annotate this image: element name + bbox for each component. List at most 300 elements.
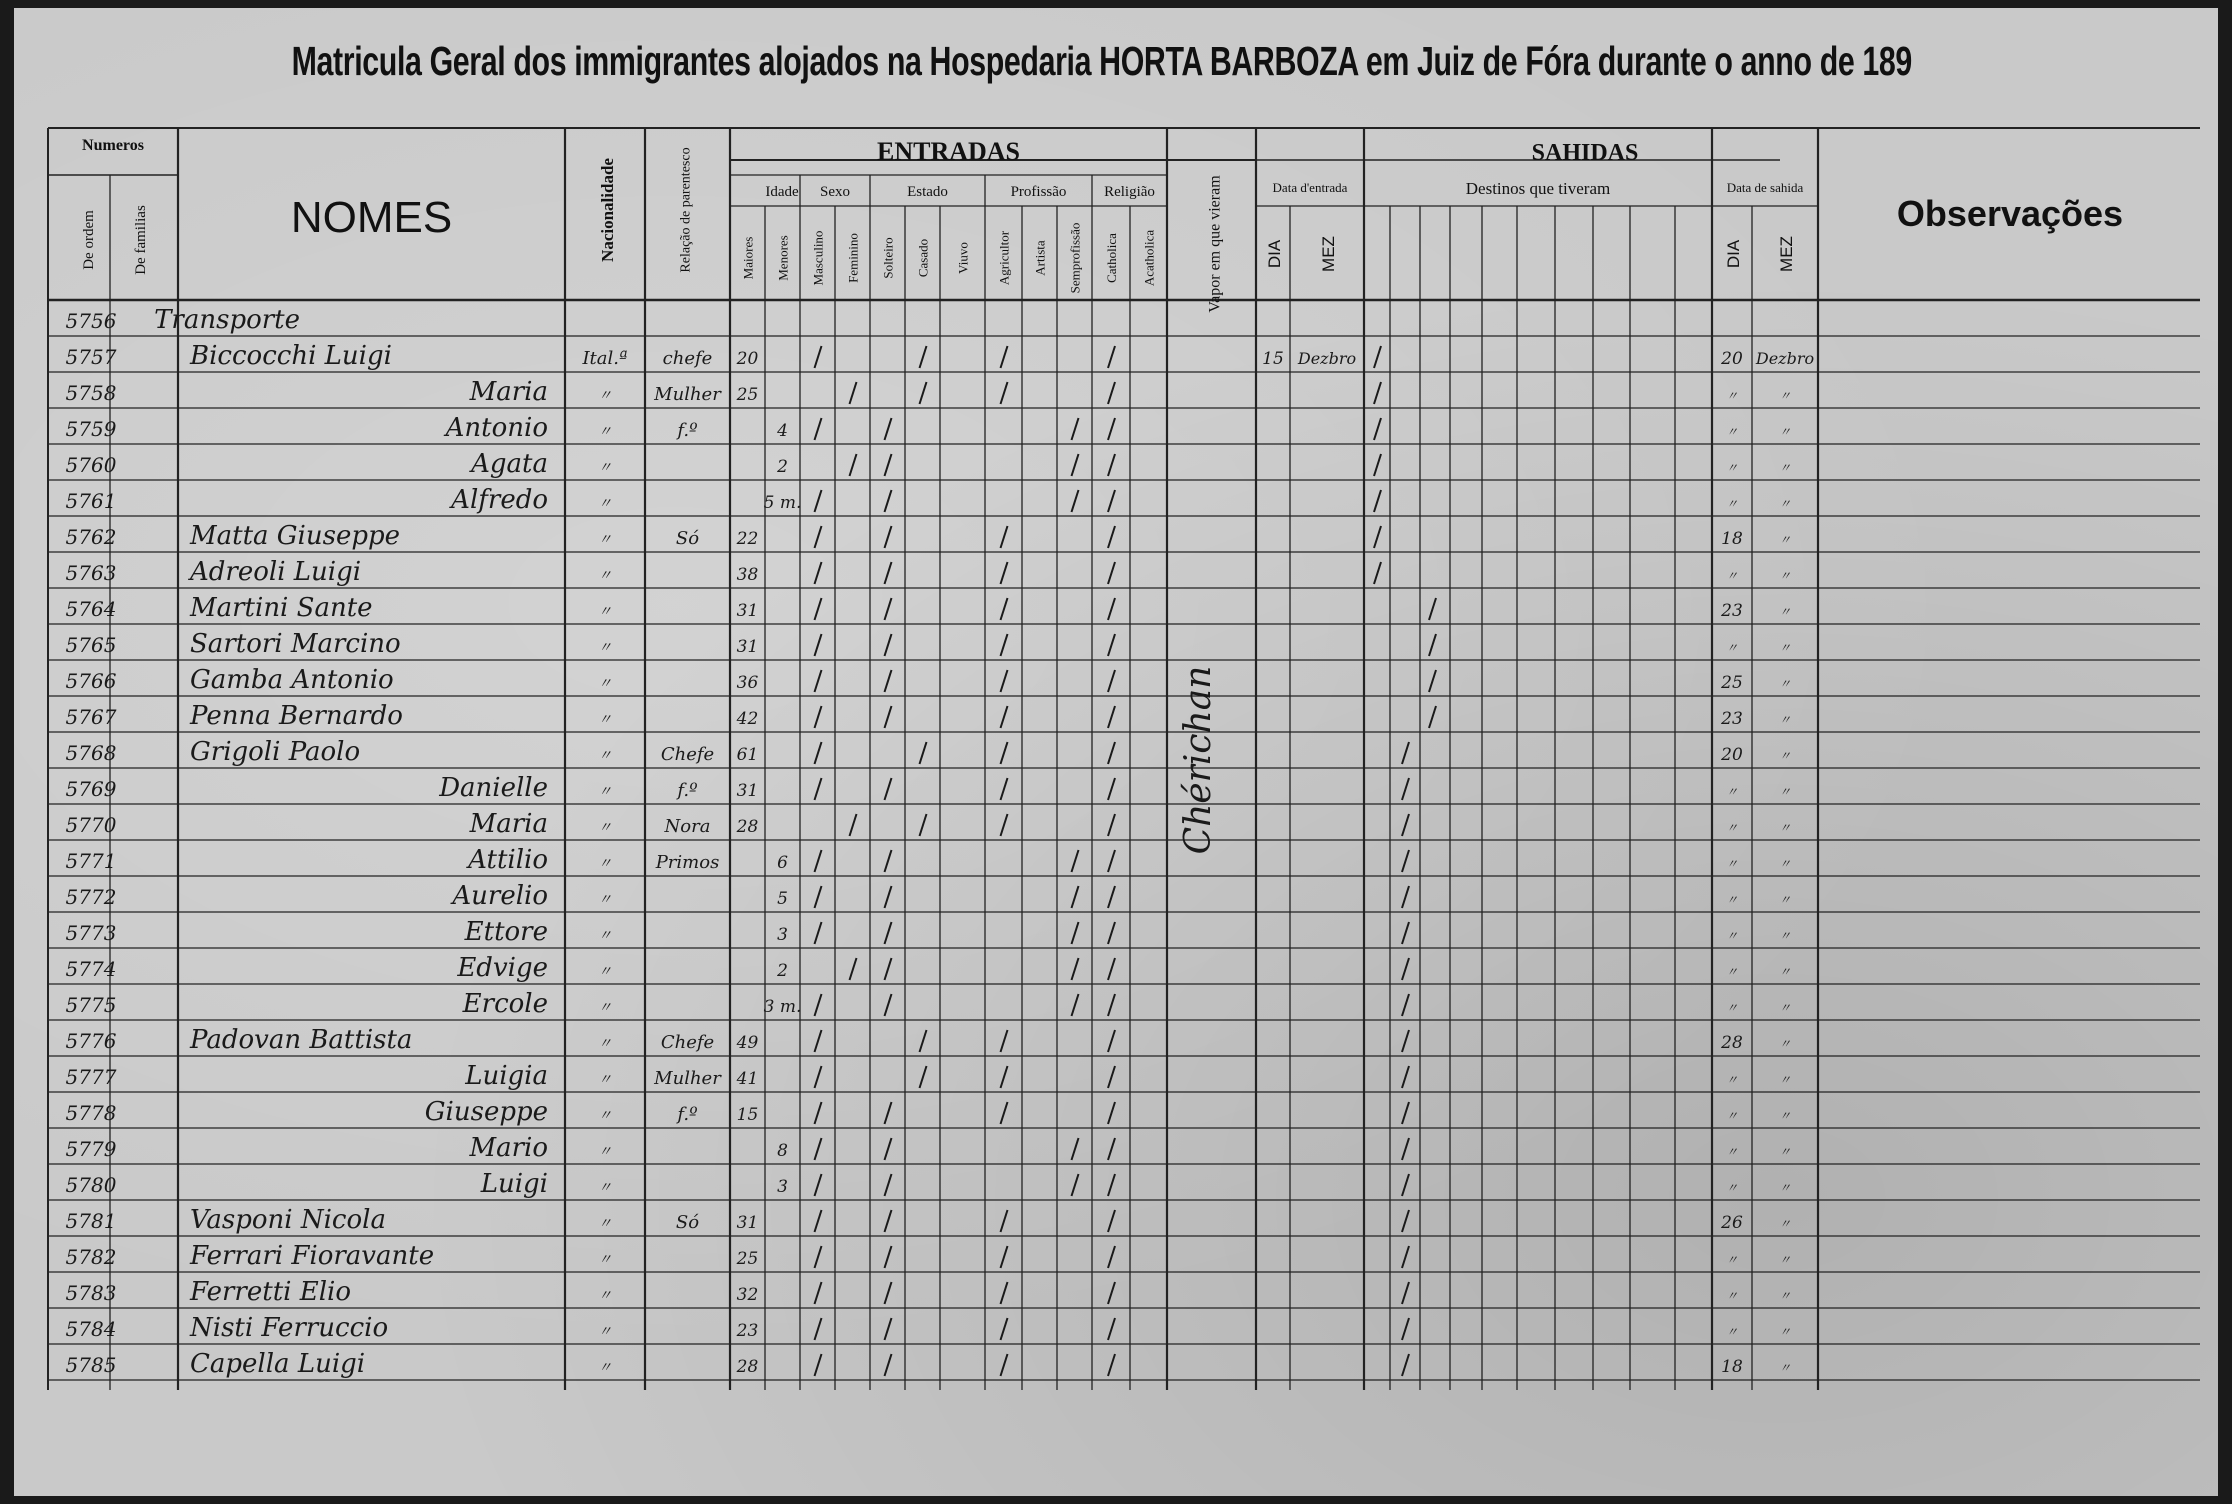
- row-ordem: 5770: [65, 813, 117, 837]
- tally-mark: [1072, 418, 1079, 440]
- row-dia-sahida-ditto: 〃: [1725, 497, 1739, 511]
- row-ordem: 5771: [65, 849, 117, 873]
- row-dia-sahida-ditto: 〃: [1725, 425, 1739, 439]
- dia-sahida-header: DIA: [1724, 239, 1743, 269]
- row-menores: 4: [777, 421, 788, 441]
- tally-mark: [1001, 742, 1008, 764]
- tally-mark: [1108, 418, 1115, 440]
- tally-mark: [1108, 562, 1115, 584]
- tally-mark: [1108, 1210, 1115, 1232]
- tally-mark: [1001, 1354, 1008, 1376]
- row-relacao: f.º: [677, 420, 698, 441]
- tally-mark: [815, 706, 822, 728]
- row-mez-sahida-ditto: 〃: [1778, 857, 1792, 871]
- row-dia-sahida: 18: [1721, 1357, 1743, 1377]
- row-relacao: Mulher: [654, 384, 721, 405]
- acatholica-header: Acatholica: [1141, 229, 1157, 287]
- tally-mark: [1374, 526, 1381, 548]
- row-mez-sahida-ditto: 〃: [1778, 1181, 1792, 1195]
- mez-header: MEZ: [1319, 236, 1338, 272]
- artista-header: Artista: [1032, 240, 1048, 276]
- row-nacionalidade-ditto: 〃: [598, 1216, 612, 1232]
- row-menores: 3: [777, 925, 788, 945]
- row-mez-sahida-ditto: 〃: [1778, 1001, 1792, 1015]
- tally-mark: [1108, 382, 1115, 404]
- tally-mark: [1402, 778, 1409, 800]
- tally-mark: [1402, 850, 1409, 872]
- tally-mark: [815, 1318, 822, 1340]
- solteiro-header: Solteiro: [880, 237, 896, 279]
- tally-mark: [1108, 742, 1115, 764]
- row-menores: 3: [777, 1177, 788, 1197]
- row-maiores: 28: [736, 817, 759, 837]
- row-nome: Luigi: [480, 1169, 548, 1199]
- row-nacionalidade-ditto: 〃: [598, 568, 612, 584]
- tally-mark: [1108, 706, 1115, 728]
- tally-mark: [1001, 814, 1008, 836]
- row-menores: 2: [777, 457, 788, 477]
- tally-mark: [1402, 1282, 1409, 1304]
- row-nacionalidade-ditto: 〃: [598, 856, 612, 872]
- row-nacionalidade-ditto: 〃: [598, 892, 612, 908]
- tally-mark: [815, 1138, 822, 1160]
- row-mez-sahida: Dezbro: [1755, 349, 1815, 368]
- row-maiores: 23: [736, 1321, 759, 1341]
- tally-mark: [1072, 922, 1079, 944]
- estado-header: Estado: [907, 184, 948, 200]
- row-mez-sahida-ditto: 〃: [1778, 749, 1792, 763]
- catholica-header: Catholica: [1104, 233, 1119, 283]
- tally-mark: [1402, 1210, 1409, 1232]
- row-ordem: 5763: [65, 561, 117, 585]
- tally-mark: [1108, 814, 1115, 836]
- tally-mark: [885, 706, 892, 728]
- tally-mark: [1108, 490, 1115, 512]
- row-nacionalidade-ditto: 〃: [598, 928, 612, 944]
- row-mez-sahida-ditto: 〃: [1778, 965, 1792, 979]
- row-maiores: 41: [736, 1069, 759, 1089]
- row-mez-sahida-ditto: 〃: [1778, 461, 1792, 475]
- tally-mark: [885, 670, 892, 692]
- row-mez-sahida-ditto: 〃: [1778, 1325, 1792, 1339]
- row-mez-entrada: Dezbro: [1297, 349, 1357, 368]
- row-mez-sahida-ditto: 〃: [1778, 821, 1792, 835]
- semprofissao-header: Semprofissão: [1067, 222, 1083, 294]
- row-mez-sahida-ditto: 〃: [1778, 605, 1792, 619]
- row-ordem: 5767: [65, 705, 117, 729]
- maiores-header: Maiores: [740, 236, 756, 280]
- row-mez-sahida-ditto: 〃: [1778, 497, 1792, 511]
- tally-mark: [815, 346, 822, 368]
- tally-mark: [1108, 922, 1115, 944]
- row-dia-sahida-ditto: 〃: [1725, 461, 1739, 475]
- row-menores: 8: [777, 1141, 788, 1161]
- menores-header: Menores: [775, 235, 791, 281]
- row-dia-sahida-ditto: 〃: [1725, 965, 1739, 979]
- row-dia-sahida: 25: [1721, 673, 1743, 693]
- row-nacionalidade-ditto: 〃: [598, 1144, 612, 1160]
- tally-mark: [885, 886, 892, 908]
- tally-mark: [1402, 1138, 1409, 1160]
- tally-mark: [1072, 1138, 1079, 1160]
- row-nome: Agata: [471, 449, 548, 479]
- dia-header: DIA: [1265, 239, 1284, 269]
- row-maiores: 31: [736, 1213, 759, 1233]
- tally-mark: [1001, 382, 1008, 404]
- row-relacao: chefe: [662, 348, 713, 369]
- tally-mark: [920, 814, 927, 836]
- tally-mark: [1402, 922, 1409, 944]
- row-dia-sahida-ditto: 〃: [1725, 1073, 1739, 1087]
- row-nacionalidade-ditto: 〃: [598, 424, 612, 440]
- tally-mark: [885, 958, 892, 980]
- row-ordem: 5785: [65, 1353, 117, 1377]
- row-nacionalidade-ditto: 〃: [598, 1324, 612, 1340]
- tally-mark: [885, 562, 892, 584]
- tally-mark: [1072, 994, 1079, 1016]
- row-nacionalidade-ditto: 〃: [598, 1360, 612, 1376]
- numeros-header: Numeros: [82, 137, 144, 154]
- tally-mark: [1402, 994, 1409, 1016]
- tally-mark: [1108, 454, 1115, 476]
- tally-mark: [1108, 1030, 1115, 1052]
- row-nome: Capella Luigi: [190, 1349, 366, 1379]
- row-menores: 3 m.: [763, 997, 802, 1017]
- nomes-header: NOMES: [290, 193, 453, 242]
- row-mez-sahida-ditto: 〃: [1778, 893, 1792, 907]
- tally-mark: [815, 490, 822, 512]
- tally-mark: [920, 1066, 927, 1088]
- de-ordem-header: De ordem: [81, 210, 97, 270]
- row-nome: Penna Bernardo: [190, 701, 403, 731]
- row-ordem: 5776: [65, 1029, 117, 1053]
- row-nome: Maria: [469, 377, 548, 407]
- row-nacionalidade-ditto: 〃: [598, 748, 612, 764]
- row-maiores: 42: [736, 709, 759, 729]
- row-dia-sahida: 20: [1721, 745, 1743, 765]
- row-relacao: Só: [675, 1212, 700, 1233]
- row-mez-sahida-ditto: 〃: [1778, 1217, 1792, 1231]
- tally-mark: [1108, 1354, 1115, 1376]
- row-nome: Antonio: [445, 413, 548, 443]
- row-mez-sahida-ditto: 〃: [1778, 425, 1792, 439]
- tally-mark: [1001, 1066, 1008, 1088]
- row-ordem: 5782: [65, 1245, 117, 1269]
- tally-mark: [850, 958, 857, 980]
- row-ordem: 5774: [65, 957, 117, 981]
- row-ordem: 5762: [65, 525, 117, 549]
- tally-mark: [1001, 706, 1008, 728]
- row-mez-sahida-ditto: 〃: [1778, 1073, 1792, 1087]
- tally-mark: [1374, 418, 1381, 440]
- row-menores: 5: [777, 889, 788, 909]
- row-ordem: 5780: [65, 1173, 117, 1197]
- tally-mark: [1001, 346, 1008, 368]
- tally-mark: [1072, 886, 1079, 908]
- tally-mark: [1108, 850, 1115, 872]
- tally-mark: [885, 778, 892, 800]
- row-ordem: 5781: [65, 1209, 117, 1233]
- row-nacionalidade-ditto: 〃: [598, 964, 612, 980]
- tally-mark: [1001, 1030, 1008, 1052]
- tally-mark: [1108, 958, 1115, 980]
- row-maiores: 25: [736, 385, 759, 405]
- row-nacionalidade-ditto: 〃: [598, 1108, 612, 1124]
- row-ordem: 5778: [65, 1101, 117, 1125]
- row-ordem: 5765: [65, 633, 117, 657]
- religiao-header: Religião: [1104, 184, 1155, 200]
- row-ordem: 5766: [65, 669, 117, 693]
- tally-mark: [1001, 1210, 1008, 1232]
- tally-mark: [815, 1174, 822, 1196]
- tally-mark: [1001, 1102, 1008, 1124]
- row-nome: Edvige: [457, 953, 548, 983]
- tally-mark: [815, 1282, 822, 1304]
- tally-mark: [885, 1102, 892, 1124]
- row-dia-sahida-ditto: 〃: [1725, 641, 1739, 655]
- tally-mark: [920, 1030, 927, 1052]
- row-dia-sahida-ditto: 〃: [1725, 1253, 1739, 1267]
- row-ordem: 5760: [65, 453, 117, 477]
- tally-mark: [1374, 562, 1381, 584]
- tally-mark: [1402, 814, 1409, 836]
- tally-mark: [885, 490, 892, 512]
- row-nome: Padovan Battista: [190, 1025, 413, 1055]
- row-dia-sahida-ditto: 〃: [1725, 785, 1739, 799]
- row-dia-sahida: 20: [1721, 349, 1743, 369]
- agricultor-header: Agricultor: [996, 230, 1012, 286]
- tally-mark: [1108, 526, 1115, 548]
- tally-mark: [815, 526, 822, 548]
- row-nome: Aurelio: [452, 881, 548, 911]
- row-maiores: 49: [736, 1033, 759, 1053]
- row-dia-sahida-ditto: 〃: [1725, 569, 1739, 583]
- tally-mark: [1108, 886, 1115, 908]
- row-relacao: Primos: [655, 852, 720, 873]
- row-nome: Alfredo: [451, 485, 548, 515]
- row-menores: 5 m.: [763, 493, 802, 513]
- tally-mark: [815, 562, 822, 584]
- row-relacao: Mulher: [654, 1068, 721, 1089]
- row-ordem: 5783: [65, 1281, 117, 1305]
- row-nome: Ercole: [462, 989, 548, 1019]
- casado-header: Casado: [915, 238, 931, 278]
- tally-mark: [815, 778, 822, 800]
- row-nome: Biccocchi Luigi: [190, 341, 392, 371]
- row-nome: Ettore: [464, 917, 548, 947]
- tally-mark: [1108, 598, 1115, 620]
- row-nacionalidade-ditto: 〃: [598, 676, 612, 692]
- tally-mark: [815, 670, 822, 692]
- row-ordem: 5756: [65, 309, 117, 333]
- tally-mark: [1402, 886, 1409, 908]
- row-mez-sahida-ditto: 〃: [1778, 1037, 1792, 1051]
- row-nacionalidade-ditto: 〃: [598, 640, 612, 656]
- tally-mark: [1108, 670, 1115, 692]
- tally-mark: [1108, 1318, 1115, 1340]
- entradas-header: ENTRADAS: [876, 137, 1021, 166]
- ship-name: Chérichan: [1178, 665, 1219, 855]
- row-mez-sahida-ditto: 〃: [1778, 677, 1792, 691]
- row-ordem: 5772: [65, 885, 117, 909]
- row-ordem: 5757: [65, 345, 117, 369]
- tally-mark: [1108, 1282, 1115, 1304]
- tally-mark: [1001, 1318, 1008, 1340]
- row-nacionalidade-ditto: 〃: [598, 604, 612, 620]
- tally-mark: [1108, 1066, 1115, 1088]
- row-nacionalidade-ditto: 〃: [598, 388, 612, 404]
- row-nome: Attilio: [468, 845, 548, 875]
- row-maiores: 36: [736, 673, 759, 693]
- tally-mark: [1429, 634, 1436, 656]
- tally-mark: [815, 418, 822, 440]
- row-nacionalidade-ditto: 〃: [598, 1000, 612, 1016]
- row-nome: Mario: [469, 1133, 548, 1163]
- tally-mark: [885, 418, 892, 440]
- row-ordem: 5758: [65, 381, 117, 405]
- tally-mark: [1402, 958, 1409, 980]
- tally-mark: [885, 1318, 892, 1340]
- data-entrada-header: Data d'entrada: [1272, 180, 1348, 195]
- tally-mark: [1072, 850, 1079, 872]
- tally-mark: [815, 994, 822, 1016]
- row-nome: Vasponi Nicola: [190, 1205, 386, 1235]
- row-nome: Sartori Marcino: [190, 629, 401, 659]
- tally-mark: [1108, 1246, 1115, 1268]
- row-nome: Luigia: [465, 1061, 548, 1091]
- idade-header: Idade: [765, 184, 799, 200]
- mez-sahida-header: MEZ: [1777, 236, 1796, 272]
- row-mez-sahida-ditto: 〃: [1778, 713, 1792, 727]
- tally-mark: [1374, 454, 1381, 476]
- row-mez-sahida-ditto: 〃: [1778, 569, 1792, 583]
- row-nacionalidade-ditto: 〃: [598, 532, 612, 548]
- tally-mark: [1108, 634, 1115, 656]
- row-ordem: 5777: [65, 1065, 117, 1089]
- row-dia-sahida-ditto: 〃: [1725, 893, 1739, 907]
- row-maiores: 61: [736, 745, 759, 765]
- row-nacionalidade-ditto: 〃: [598, 1252, 612, 1268]
- tally-mark: [1001, 634, 1008, 656]
- row-nacionalidade-ditto: 〃: [598, 1036, 612, 1052]
- tally-mark: [920, 742, 927, 764]
- tally-mark: [1108, 1174, 1115, 1196]
- tally-mark: [885, 1282, 892, 1304]
- row-nome: Transporte: [154, 305, 300, 335]
- destinos-header: Destinos que tiveram: [1465, 179, 1611, 198]
- row-ordem: 5768: [65, 741, 117, 765]
- row-nacionalidade-ditto: 〃: [598, 1072, 612, 1088]
- row-nome: Danielle: [439, 773, 548, 803]
- tally-mark: [1001, 562, 1008, 584]
- row-dia-entrada: 15: [1262, 349, 1284, 369]
- title-text: Matricula Geral dos immigrantes alojados na Hospedaria HORTA BARBOZA em Juiz de Fóra durante o anno de 189: [291, 38, 1913, 84]
- tally-mark: [850, 814, 857, 836]
- tally-mark: [815, 1246, 822, 1268]
- row-relacao: f.º: [677, 780, 698, 801]
- tally-mark: [1374, 346, 1381, 368]
- tally-mark: [815, 850, 822, 872]
- row-relacao: Nora: [664, 816, 711, 837]
- row-menores: 2: [777, 961, 788, 981]
- row-relacao: Chefe: [660, 744, 715, 765]
- tally-mark: [1402, 1318, 1409, 1340]
- row-nacionalidade-ditto: 〃: [598, 1180, 612, 1196]
- tally-mark: [1108, 994, 1115, 1016]
- tally-mark: [1108, 1102, 1115, 1124]
- row-mez-sahida-ditto: 〃: [1778, 1361, 1792, 1375]
- row-ordem: 5779: [65, 1137, 117, 1161]
- row-maiores: 31: [736, 637, 759, 657]
- row-maiores: 31: [736, 781, 759, 801]
- observacoes-header: Observações: [1896, 193, 2124, 234]
- tally-mark: [1001, 598, 1008, 620]
- nacionalidade-header: Nacionalidade: [598, 158, 617, 262]
- row-nome: Ferretti Elio: [190, 1277, 351, 1307]
- row-dia-sahida: 18: [1721, 529, 1743, 549]
- tally-mark: [885, 1246, 892, 1268]
- row-nacionalidade-ditto: 〃: [598, 712, 612, 728]
- row-dia-sahida: 26: [1721, 1213, 1743, 1233]
- row-nacionalidade-ditto: 〃: [598, 496, 612, 512]
- tally-mark: [1429, 598, 1436, 620]
- tally-mark: [885, 1174, 892, 1196]
- row-mez-sahida-ditto: 〃: [1778, 1145, 1792, 1159]
- row-mez-sahida-ditto: 〃: [1778, 389, 1792, 403]
- row-dia-sahida-ditto: 〃: [1725, 1109, 1739, 1123]
- de-familias-header: De familias: [133, 205, 149, 275]
- tally-mark: [815, 1030, 822, 1052]
- tally-mark: [1108, 346, 1115, 368]
- row-maiores: 25: [736, 1249, 759, 1269]
- tally-mark: [1402, 742, 1409, 764]
- tally-mark: [1108, 1138, 1115, 1160]
- tally-mark: [815, 1066, 822, 1088]
- row-maiores: 28: [736, 1357, 759, 1377]
- tally-mark: [885, 994, 892, 1016]
- row-dia-sahida-ditto: 〃: [1725, 1325, 1739, 1339]
- tally-mark: [1001, 670, 1008, 692]
- row-dia-sahida-ditto: 〃: [1725, 929, 1739, 943]
- row-dia-sahida-ditto: 〃: [1725, 1145, 1739, 1159]
- row-ordem: 5759: [65, 417, 117, 441]
- row-dia-sahida-ditto: 〃: [1725, 1289, 1739, 1303]
- tally-mark: [1402, 1246, 1409, 1268]
- row-maiores: 31: [736, 601, 759, 621]
- row-nacionalidade-ditto: 〃: [598, 1288, 612, 1304]
- row-nome: Ferrari Fioravante: [190, 1241, 435, 1271]
- tally-mark: [1429, 706, 1436, 728]
- tally-mark: [850, 454, 857, 476]
- tally-mark: [920, 346, 927, 368]
- tally-mark: [1402, 1354, 1409, 1376]
- row-nome: Adreoli Luigi: [190, 557, 362, 587]
- tally-mark: [1429, 670, 1436, 692]
- tally-mark: [885, 526, 892, 548]
- viuvo-header: Viuvo: [955, 242, 971, 274]
- tally-mark: [885, 850, 892, 872]
- tally-mark: [850, 382, 857, 404]
- tally-mark: [920, 382, 927, 404]
- row-dia-sahida: 23: [1721, 709, 1743, 729]
- tally-mark: [885, 1354, 892, 1376]
- row-menores: 6: [777, 853, 788, 873]
- tally-mark: [815, 598, 822, 620]
- tally-mark: [1402, 1174, 1409, 1196]
- row-maiores: 38: [736, 565, 759, 585]
- tally-mark: [815, 742, 822, 764]
- row-mez-sahida-ditto: 〃: [1778, 1253, 1792, 1267]
